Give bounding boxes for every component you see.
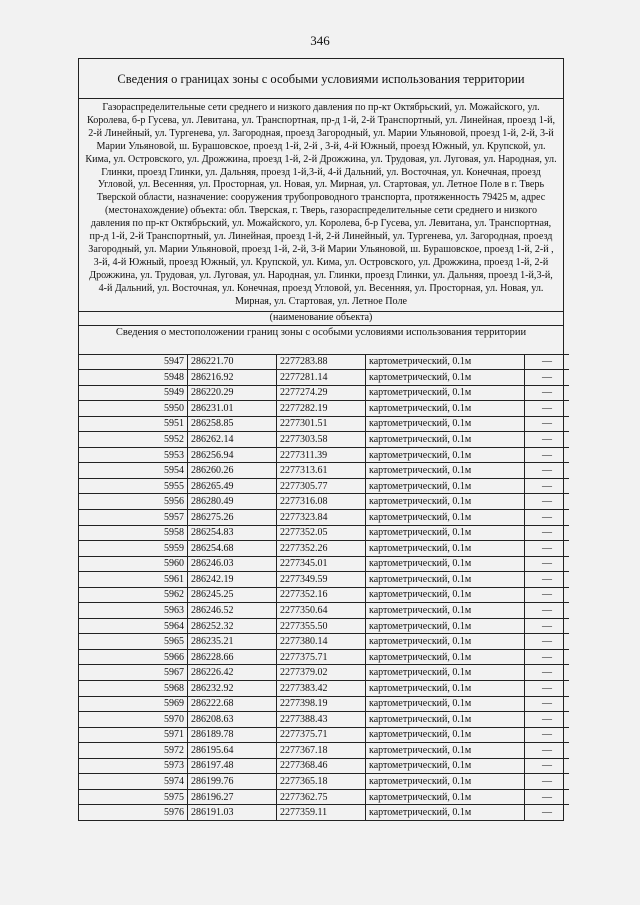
x-coordinate-cell: 286246.03 (188, 556, 277, 572)
x-coordinate-cell: 286262.14 (188, 432, 277, 448)
method-cell: картометрический, 0.1м (366, 401, 525, 417)
accuracy-cell: — (525, 727, 570, 743)
x-coordinate-cell: 286280.49 (188, 494, 277, 510)
x-coordinate-cell: 286256.94 (188, 447, 277, 463)
coordinates-table (79, 354, 569, 820)
table-row (79, 494, 569, 510)
point-number-cell: 5975 (79, 789, 188, 805)
x-coordinate-cell: 286260.26 (188, 463, 277, 479)
accuracy-cell: — (525, 618, 570, 634)
y-coordinate-cell: 2277311.39 (277, 447, 366, 463)
section-title: Сведения о границах зоны с особыми условиями использования территории (79, 59, 563, 99)
accuracy-cell: — (525, 370, 570, 386)
method-cell: картометрический, 0.1м (366, 478, 525, 494)
point-number-cell: 5974 (79, 774, 188, 790)
y-coordinate-cell: 2277375.71 (277, 727, 366, 743)
x-coordinate-cell: 286258.85 (188, 416, 277, 432)
method-cell: картометрический, 0.1м (366, 712, 525, 728)
accuracy-cell: — (525, 447, 570, 463)
accuracy-cell: — (525, 805, 570, 820)
accuracy-cell: — (525, 385, 570, 401)
y-coordinate-cell: 2277367.18 (277, 743, 366, 759)
y-coordinate-cell: 2277350.64 (277, 603, 366, 619)
y-coordinate-cell: 2277388.43 (277, 712, 366, 728)
point-number-cell: 5972 (79, 743, 188, 759)
point-number-cell: 5965 (79, 634, 188, 650)
point-number-cell: 5954 (79, 463, 188, 479)
table-row (79, 572, 569, 588)
method-cell: картометрический, 0.1м (366, 463, 525, 479)
accuracy-cell: — (525, 354, 570, 370)
point-number-cell: 5947 (79, 354, 188, 370)
method-cell: картометрический, 0.1м (366, 494, 525, 510)
table-row (79, 401, 569, 417)
method-cell: картометрический, 0.1м (366, 774, 525, 790)
y-coordinate-cell: 2277352.26 (277, 541, 366, 557)
method-cell: картометрический, 0.1м (366, 789, 525, 805)
y-coordinate-cell: 2277352.05 (277, 525, 366, 541)
table-row (79, 587, 569, 603)
table-row (79, 603, 569, 619)
point-number-cell: 5970 (79, 712, 188, 728)
method-cell: картометрический, 0.1м (366, 370, 525, 386)
accuracy-cell: — (525, 789, 570, 805)
accuracy-cell: — (525, 649, 570, 665)
method-cell: картометрический, 0.1м (366, 432, 525, 448)
x-coordinate-cell: 286208.63 (188, 712, 277, 728)
method-cell: картометрический, 0.1м (366, 805, 525, 820)
table-row (79, 509, 569, 525)
point-number-cell: 5952 (79, 432, 188, 448)
table-row (79, 789, 569, 805)
table-row (79, 712, 569, 728)
point-number-cell: 5951 (79, 416, 188, 432)
method-cell: картометрический, 0.1м (366, 727, 525, 743)
point-number-cell: 5948 (79, 370, 188, 386)
table-row (79, 665, 569, 681)
point-number-cell: 5973 (79, 758, 188, 774)
y-coordinate-cell: 2277345.01 (277, 556, 366, 572)
point-number-cell: 5966 (79, 649, 188, 665)
table-row (79, 432, 569, 448)
x-coordinate-cell: 286232.92 (188, 680, 277, 696)
accuracy-cell: — (525, 587, 570, 603)
table-row (79, 649, 569, 665)
x-coordinate-cell: 286221.70 (188, 354, 277, 370)
y-coordinate-cell: 2277380.14 (277, 634, 366, 650)
table-row (79, 541, 569, 557)
table-row (79, 463, 569, 479)
method-cell: картометрический, 0.1м (366, 525, 525, 541)
accuracy-cell: — (525, 603, 570, 619)
accuracy-cell: — (525, 494, 570, 510)
y-coordinate-cell: 2277316.08 (277, 494, 366, 510)
y-coordinate-cell: 2277301.51 (277, 416, 366, 432)
x-coordinate-cell: 286189.78 (188, 727, 277, 743)
y-coordinate-cell: 2277359.11 (277, 805, 366, 820)
point-number-cell: 5969 (79, 696, 188, 712)
y-coordinate-cell: 2277282.19 (277, 401, 366, 417)
document-frame (78, 58, 564, 821)
x-coordinate-cell: 286199.76 (188, 774, 277, 790)
object-name-caption: (наименование объекта) (79, 311, 563, 325)
location-header: Сведения о местоположении границ зоны с особыми условиями использования территории (79, 325, 563, 354)
table-row (79, 758, 569, 774)
method-cell: картометрический, 0.1м (366, 665, 525, 681)
method-cell: картометрический, 0.1м (366, 447, 525, 463)
x-coordinate-cell: 286275.26 (188, 509, 277, 525)
point-number-cell: 5967 (79, 665, 188, 681)
x-coordinate-cell: 286216.92 (188, 370, 277, 386)
method-cell: картометрический, 0.1м (366, 743, 525, 759)
y-coordinate-cell: 2277323.84 (277, 509, 366, 525)
accuracy-cell: — (525, 696, 570, 712)
table-row (79, 525, 569, 541)
table-row (79, 696, 569, 712)
table-row (79, 743, 569, 759)
y-coordinate-cell: 2277303.58 (277, 432, 366, 448)
x-coordinate-cell: 286191.03 (188, 805, 277, 820)
method-cell: картометрический, 0.1м (366, 618, 525, 634)
point-number-cell: 5976 (79, 805, 188, 820)
x-coordinate-cell: 286226.42 (188, 665, 277, 681)
table-row (79, 618, 569, 634)
table-row (79, 805, 569, 820)
accuracy-cell: — (525, 541, 570, 557)
accuracy-cell: — (525, 572, 570, 588)
point-number-cell: 5968 (79, 680, 188, 696)
accuracy-cell: — (525, 634, 570, 650)
table-row (79, 634, 569, 650)
point-number-cell: 5961 (79, 572, 188, 588)
y-coordinate-cell: 2277352.16 (277, 587, 366, 603)
point-number-cell: 5956 (79, 494, 188, 510)
method-cell: картометрический, 0.1м (366, 603, 525, 619)
method-cell: картометрический, 0.1м (366, 556, 525, 572)
accuracy-cell: — (525, 509, 570, 525)
table-row (79, 354, 569, 370)
y-coordinate-cell: 2277379.02 (277, 665, 366, 681)
accuracy-cell: — (525, 463, 570, 479)
x-coordinate-cell: 286197.48 (188, 758, 277, 774)
accuracy-cell: — (525, 401, 570, 417)
table-row (79, 556, 569, 572)
point-number-cell: 5962 (79, 587, 188, 603)
method-cell: картометрический, 0.1м (366, 634, 525, 650)
y-coordinate-cell: 2277368.46 (277, 758, 366, 774)
object-description: Газораспределительные сети среднего и низкого давления по пр-кт Октябрьский, ул. Можайского, ул. Королева, б-р Гусева, ул. Левитана, ул. Транспортная, пр-д 1-й, 2-й Транспортный, ул. Линейная, проезд 1-й, 2-й Линейный, ул. Тургенева, ул. Загородная, проезд Загородный, ул. Марии Ульяновой, проезд 1-й, 2-й, 3-й Марии Ульяновой, ш. Бурашовское, проезд 1-й, 2-й , 3-й, 4-й Южный, проезд Южный, ул. Крупской, ул. Кима, ул. Островского, ул. Дрожжина, проезд 1-й, 2-й Дрожжина, ул. Трудовая, ул. Луговая, ул. Народная, ул. Глинки, проезд Глинки, ул. Дальняя, проезд 1-й,3-й, 4-й Дальний, ул. Восточная, ул. Конечная, проезд Угловой, ул. Весенняя, ул. Просторная, ул. Новая, ул. Мирная, ул. Стартовая, ул. Летное Поле в г. Тверь Тверской области, назначение: сооружения трубопроводного транспорта, протяженность 79425 м, адрес (местонахождение) объекта: обл. Тверская, г. Тверь, газораспределительные сети среднего и низкого давления по пр-кт Октябрьский, ул. Можайского, ул. Королева, б-р Гусева, ул. Левитана, ул. Транспортная, пр-д 1-й, 2-й Транспортный, ул. Линейная, проезд 1-й, 2-й Линейный, ул. Тургенева, ул. Загородная, проезд Загородный, ул. Марии Ульяновой, проезд 1-й, 2-й, 3-й Марии Ульяновой, ш. Бурашовское, проезд 1-й, 2-й , 3-й, 4-й Южный, проезд Южный, ул. Крупской, ул. Кима, ул. Островского, ул. Дрожжина, проезд 1-й, 2-й Дрожжина, ул. Трудовая, ул. Луговая, ул. Народная, ул. Глинки, проезд Глинки, ул. Дальняя, проезд 1-й,3-й, 4-й Дальний, ул. Восточная, ул. Конечная, проезд Угловой, ул. Весенняя, ул. Просторная, ул. Новая, ул. Мирная, ул. Стартовая, ул. Летное Поле (85, 102, 557, 307)
accuracy-cell: — (525, 758, 570, 774)
method-cell: картометрический, 0.1м (366, 541, 525, 557)
point-number-cell: 5953 (79, 447, 188, 463)
method-cell: картометрический, 0.1м (366, 385, 525, 401)
method-cell: картометрический, 0.1м (366, 680, 525, 696)
accuracy-cell: — (525, 712, 570, 728)
x-coordinate-cell: 286195.64 (188, 743, 277, 759)
method-cell: картометрический, 0.1м (366, 572, 525, 588)
y-coordinate-cell: 2277283.88 (277, 354, 366, 370)
accuracy-cell: — (525, 525, 570, 541)
point-number-cell: 5957 (79, 509, 188, 525)
y-coordinate-cell: 2277274.29 (277, 385, 366, 401)
x-coordinate-cell: 286228.66 (188, 649, 277, 665)
method-cell: картометрический, 0.1м (366, 509, 525, 525)
y-coordinate-cell: 2277349.59 (277, 572, 366, 588)
x-coordinate-cell: 286220.29 (188, 385, 277, 401)
table-row (79, 727, 569, 743)
accuracy-cell: — (525, 680, 570, 696)
accuracy-cell: — (525, 556, 570, 572)
point-number-cell: 5950 (79, 401, 188, 417)
x-coordinate-cell: 286252.32 (188, 618, 277, 634)
x-coordinate-cell: 286222.68 (188, 696, 277, 712)
method-cell: картометрический, 0.1м (366, 587, 525, 603)
table-row (79, 385, 569, 401)
accuracy-cell: — (525, 665, 570, 681)
point-number-cell: 5963 (79, 603, 188, 619)
y-coordinate-cell: 2277398.19 (277, 696, 366, 712)
accuracy-cell: — (525, 774, 570, 790)
point-number-cell: 5964 (79, 618, 188, 634)
x-coordinate-cell: 286254.68 (188, 541, 277, 557)
x-coordinate-cell: 286245.25 (188, 587, 277, 603)
point-number-cell: 5971 (79, 727, 188, 743)
table-row (79, 447, 569, 463)
y-coordinate-cell: 2277355.50 (277, 618, 366, 634)
x-coordinate-cell: 286265.49 (188, 478, 277, 494)
y-coordinate-cell: 2277375.71 (277, 649, 366, 665)
y-coordinate-cell: 2277313.61 (277, 463, 366, 479)
method-cell: картометрический, 0.1м (366, 416, 525, 432)
accuracy-cell: — (525, 432, 570, 448)
x-coordinate-cell: 286246.52 (188, 603, 277, 619)
method-cell: картометрический, 0.1м (366, 354, 525, 370)
point-number-cell: 5958 (79, 525, 188, 541)
x-coordinate-cell: 286231.01 (188, 401, 277, 417)
method-cell: картометрический, 0.1м (366, 758, 525, 774)
point-number-cell: 5955 (79, 478, 188, 494)
table-row (79, 478, 569, 494)
y-coordinate-cell: 2277365.18 (277, 774, 366, 790)
method-cell: картометрический, 0.1м (366, 649, 525, 665)
accuracy-cell: — (525, 743, 570, 759)
y-coordinate-cell: 2277281.14 (277, 370, 366, 386)
y-coordinate-cell: 2277305.77 (277, 478, 366, 494)
accuracy-cell: — (525, 478, 570, 494)
accuracy-cell: — (525, 416, 570, 432)
x-coordinate-cell: 286196.27 (188, 789, 277, 805)
table-row (79, 680, 569, 696)
table-row (79, 370, 569, 386)
point-number-cell: 5960 (79, 556, 188, 572)
point-number-cell: 5949 (79, 385, 188, 401)
table-row (79, 416, 569, 432)
y-coordinate-cell: 2277383.42 (277, 680, 366, 696)
point-number-cell: 5959 (79, 541, 188, 557)
x-coordinate-cell: 286242.19 (188, 572, 277, 588)
x-coordinate-cell: 286254.83 (188, 525, 277, 541)
method-cell: картометрический, 0.1м (366, 696, 525, 712)
x-coordinate-cell: 286235.21 (188, 634, 277, 650)
page-number: 346 (310, 33, 330, 48)
y-coordinate-cell: 2277362.75 (277, 789, 366, 805)
table-row (79, 774, 569, 790)
